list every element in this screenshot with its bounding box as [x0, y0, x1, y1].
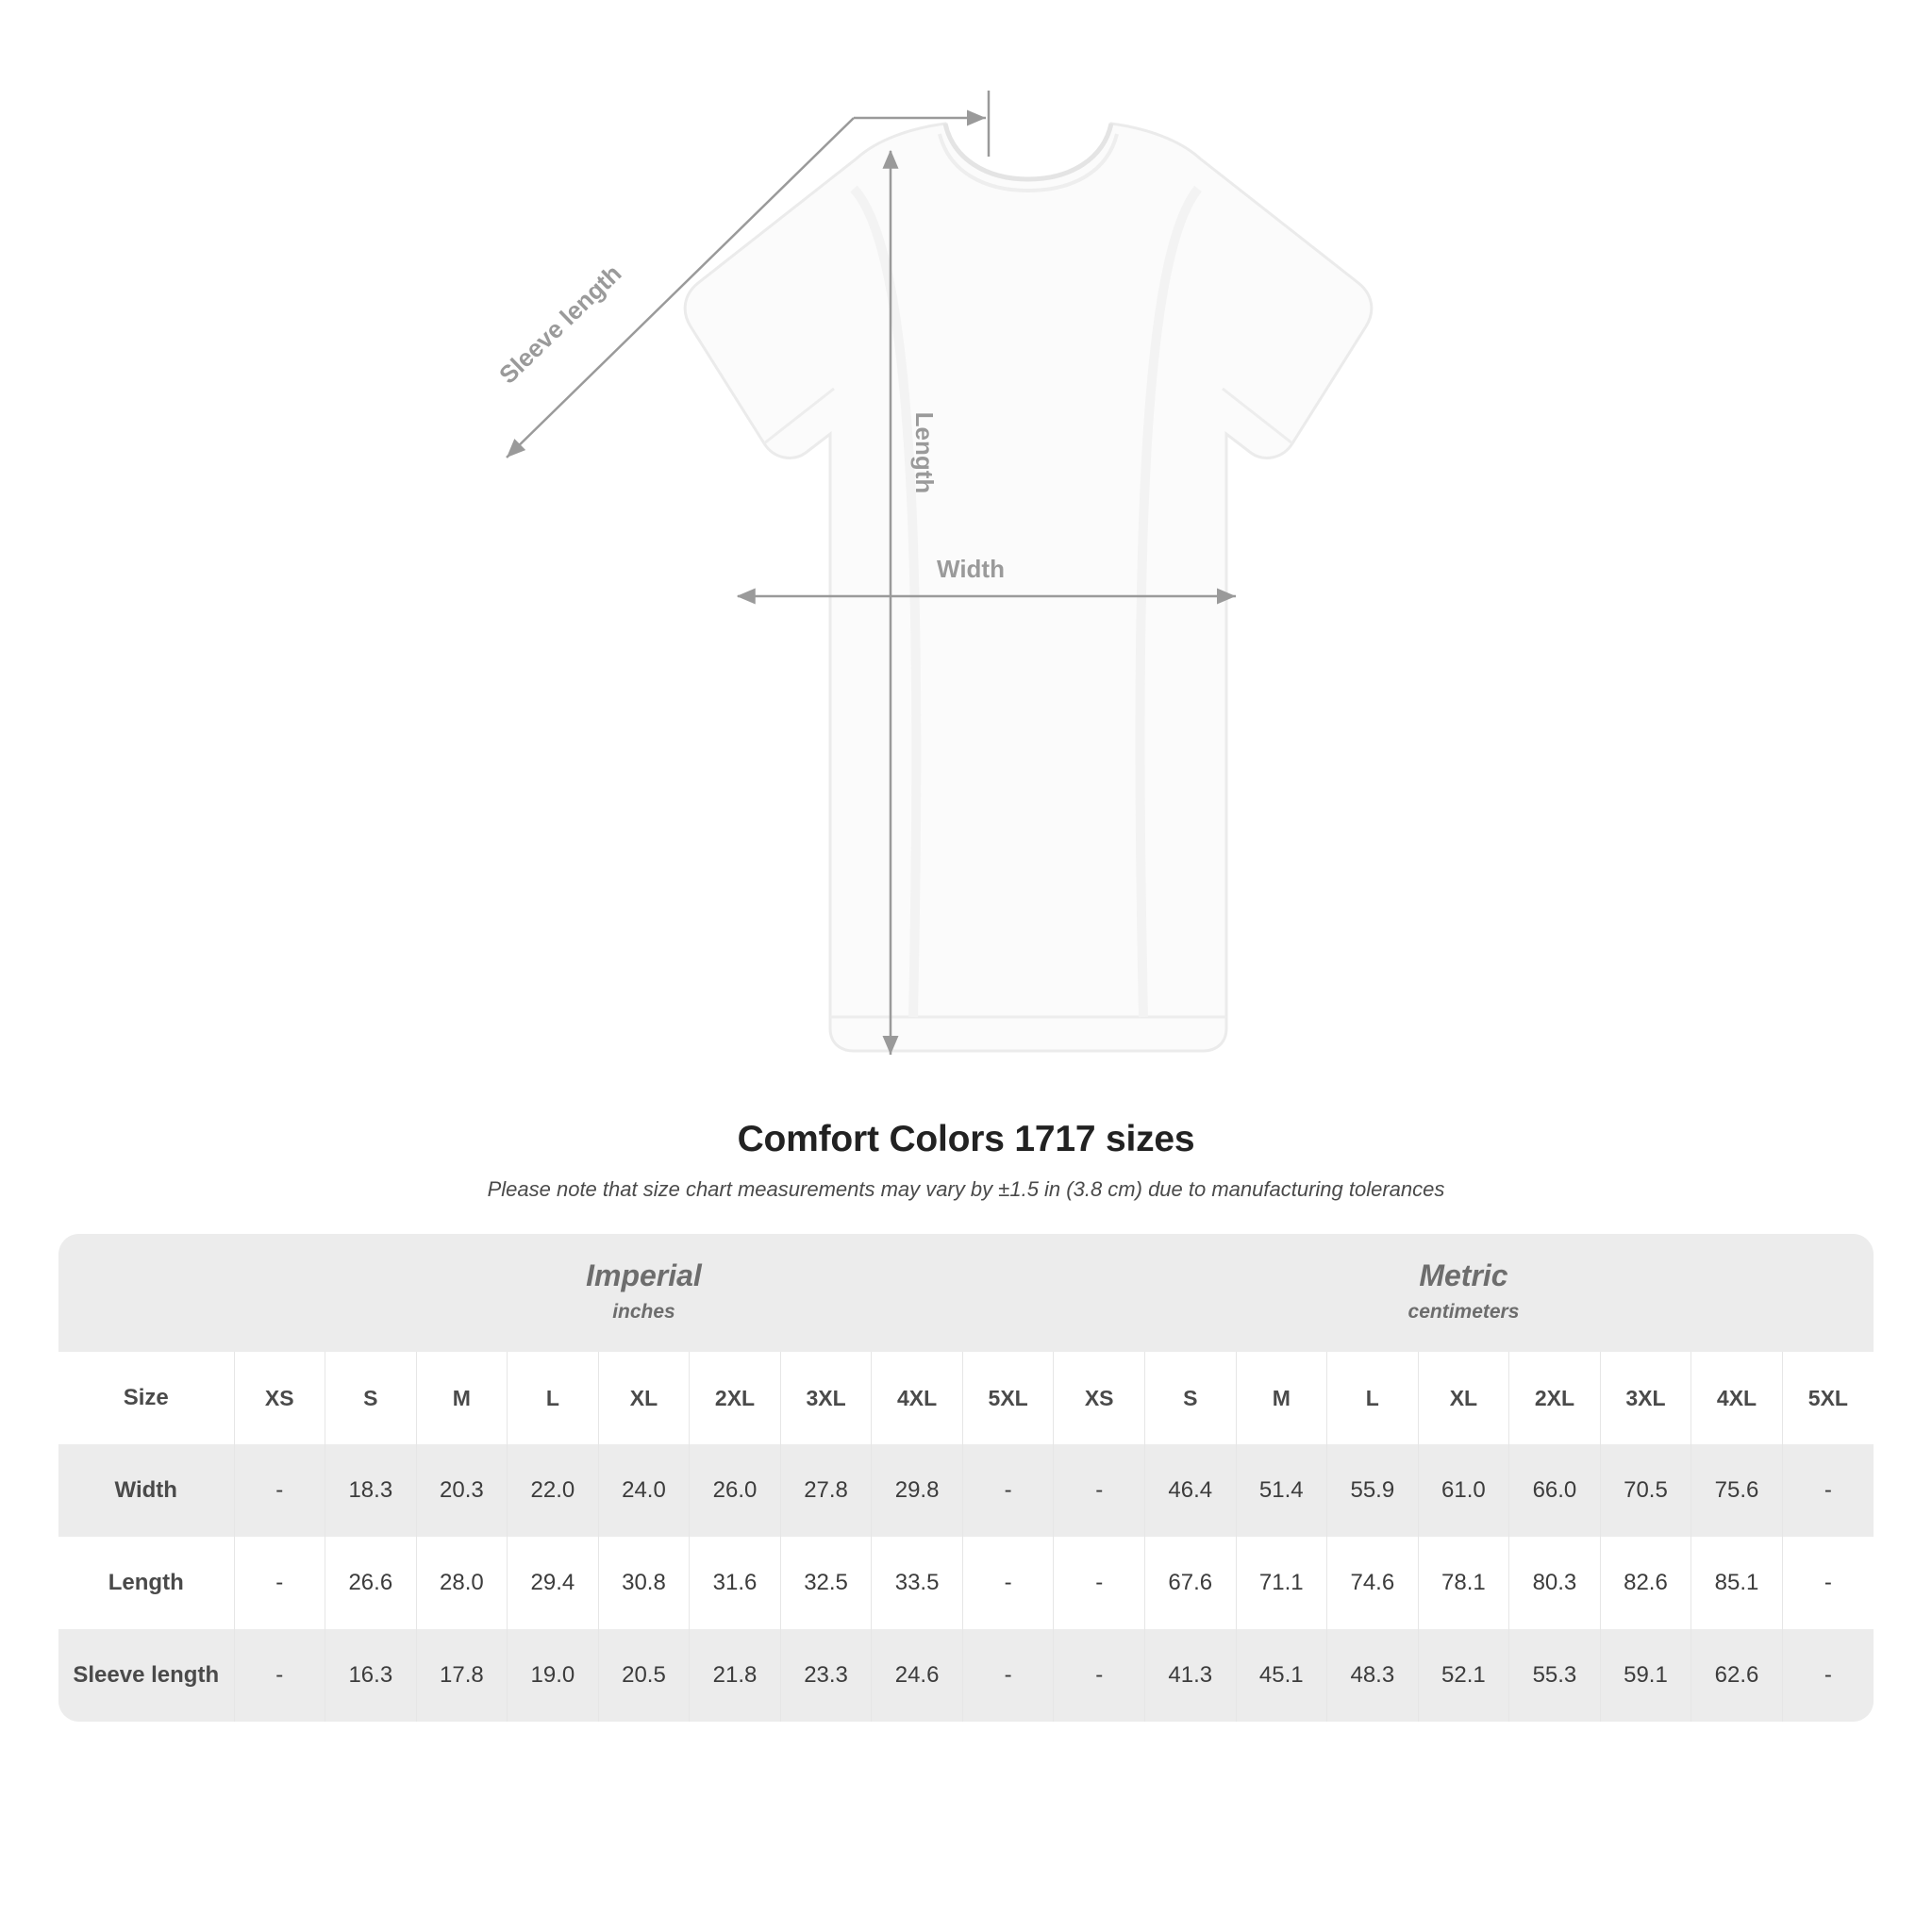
cell-imperial-3xl: 27.8: [780, 1444, 872, 1537]
cell-metric-s: 46.4: [1144, 1444, 1236, 1537]
size-header-metric-2xl: 2XL: [1509, 1352, 1601, 1444]
cell-metric-2xl: 55.3: [1509, 1629, 1601, 1722]
width-label: Width: [937, 555, 1005, 583]
metric-subtitle: centimeters: [1407, 1301, 1520, 1323]
cell-imperial-2xl: 31.6: [690, 1537, 781, 1629]
row-label-length: Length: [58, 1537, 234, 1629]
cell-imperial-xs: -: [234, 1537, 325, 1629]
cell-imperial-m: 20.3: [416, 1444, 508, 1537]
size-header-imperial-s: S: [325, 1352, 417, 1444]
size-header-metric-3xl: 3XL: [1600, 1352, 1691, 1444]
cell-metric-3xl: 82.6: [1600, 1537, 1691, 1629]
metric-title: Metric: [1419, 1258, 1508, 1292]
page-title: Comfort Colors 1717 sizes: [737, 1119, 1195, 1159]
cell-imperial-s: 18.3: [325, 1444, 417, 1537]
cell-metric-4xl: 75.6: [1691, 1444, 1783, 1537]
cell-imperial-s: 26.6: [325, 1537, 417, 1629]
units-spacer-cell: [58, 1234, 234, 1352]
size-header-metric-4xl: 4XL: [1691, 1352, 1783, 1444]
cell-imperial-xs: -: [234, 1444, 325, 1537]
cell-imperial-l: 22.0: [508, 1444, 599, 1537]
cell-metric-xl: 52.1: [1418, 1629, 1509, 1722]
size-table: [58, 1234, 1874, 1722]
size-header-metric-m: M: [1236, 1352, 1327, 1444]
table-row: [58, 1444, 1874, 1537]
imperial-header-cell: [234, 1234, 1054, 1352]
cell-imperial-5xl: -: [962, 1537, 1054, 1629]
cell-imperial-3xl: 23.3: [780, 1629, 872, 1722]
cell-metric-m: 45.1: [1236, 1629, 1327, 1722]
cell-metric-5xl: -: [1782, 1629, 1874, 1722]
cell-imperial-5xl: -: [962, 1629, 1054, 1722]
size-header-metric-xs: XS: [1054, 1352, 1145, 1444]
cell-imperial-xl: 30.8: [598, 1537, 690, 1629]
size-header-imperial-2xl: 2XL: [690, 1352, 781, 1444]
cell-metric-3xl: 59.1: [1600, 1629, 1691, 1722]
size-header-label: Size: [58, 1352, 234, 1444]
cell-metric-s: 67.6: [1144, 1537, 1236, 1629]
cell-metric-3xl: 70.5: [1600, 1444, 1691, 1537]
size-header-metric-xl: XL: [1418, 1352, 1509, 1444]
cell-metric-l: 55.9: [1327, 1444, 1419, 1537]
tshirt-shape: [685, 124, 1372, 1051]
size-table-container: [58, 1234, 1874, 1722]
cell-imperial-2xl: 21.8: [690, 1629, 781, 1722]
cell-metric-5xl: -: [1782, 1537, 1874, 1629]
cell-metric-xs: -: [1054, 1537, 1145, 1629]
size-header-imperial-3xl: 3XL: [780, 1352, 872, 1444]
cell-metric-l: 48.3: [1327, 1629, 1419, 1722]
units-header-row: [58, 1234, 1874, 1352]
table-row: [58, 1629, 1874, 1722]
cell-metric-xl: 61.0: [1418, 1444, 1509, 1537]
cell-imperial-xl: 24.0: [598, 1444, 690, 1537]
size-header-imperial-xl: XL: [598, 1352, 690, 1444]
imperial-title: Imperial: [586, 1258, 702, 1292]
cell-metric-m: 51.4: [1236, 1444, 1327, 1537]
size-header-metric-5xl: 5XL: [1782, 1352, 1874, 1444]
cell-metric-xs: -: [1054, 1629, 1145, 1722]
size-header-imperial-4xl: 4XL: [872, 1352, 963, 1444]
cell-metric-4xl: 62.6: [1691, 1629, 1783, 1722]
cell-metric-xs: -: [1054, 1444, 1145, 1537]
cell-imperial-3xl: 32.5: [780, 1537, 872, 1629]
cell-metric-4xl: 85.1: [1691, 1537, 1783, 1629]
cell-imperial-4xl: 29.8: [872, 1444, 963, 1537]
cell-metric-xl: 78.1: [1418, 1537, 1509, 1629]
size-table-body: [58, 1444, 1874, 1722]
cell-imperial-4xl: 33.5: [872, 1537, 963, 1629]
metric-header-cell: [1054, 1234, 1874, 1352]
cell-metric-m: 71.1: [1236, 1537, 1327, 1629]
row-label-sleeve-length: Sleeve length: [58, 1629, 234, 1722]
cell-metric-2xl: 80.3: [1509, 1537, 1601, 1629]
cell-metric-s: 41.3: [1144, 1629, 1236, 1722]
cell-metric-l: 74.6: [1327, 1537, 1419, 1629]
cell-imperial-l: 29.4: [508, 1537, 599, 1629]
sizes-header-row: [58, 1352, 1874, 1444]
cell-imperial-4xl: 24.6: [872, 1629, 963, 1722]
imperial-subtitle: inches: [612, 1301, 675, 1323]
cell-imperial-m: 17.8: [416, 1629, 508, 1722]
cell-imperial-2xl: 26.0: [690, 1444, 781, 1537]
cell-metric-5xl: -: [1782, 1444, 1874, 1537]
cell-imperial-xs: -: [234, 1629, 325, 1722]
size-header-imperial-l: L: [508, 1352, 599, 1444]
cell-imperial-m: 28.0: [416, 1537, 508, 1629]
size-header-imperial-m: M: [416, 1352, 508, 1444]
sleeve-length-label: Sleeve length: [493, 258, 627, 390]
cell-metric-2xl: 66.0: [1509, 1444, 1601, 1537]
length-label: Length: [910, 411, 939, 494]
size-header-imperial-5xl: 5XL: [962, 1352, 1054, 1444]
size-header-metric-l: L: [1327, 1352, 1419, 1444]
size-header-metric-s: S: [1144, 1352, 1236, 1444]
cell-imperial-l: 19.0: [508, 1629, 599, 1722]
tolerance-note: Please note that size chart measurements may vary by ±1.5 in (3.8 cm) due to manufacturing tolerances: [487, 1177, 1445, 1201]
cell-imperial-s: 16.3: [325, 1629, 417, 1722]
row-label-width: Width: [58, 1444, 234, 1537]
cell-imperial-xl: 20.5: [598, 1629, 690, 1722]
size-header-imperial-xs: XS: [234, 1352, 325, 1444]
cell-imperial-5xl: -: [962, 1444, 1054, 1537]
table-row: [58, 1537, 1874, 1629]
